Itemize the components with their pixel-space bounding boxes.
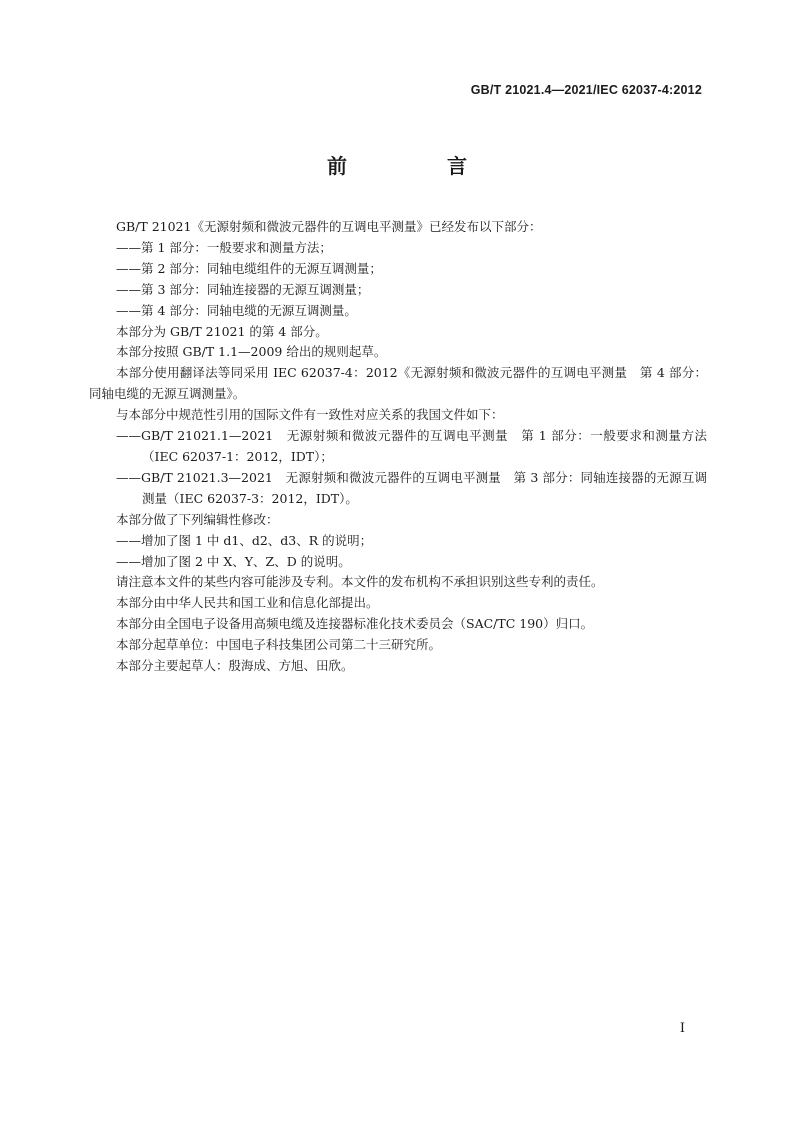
paragraph: 本部分做了下列编辑性修改：	[116, 511, 279, 527]
list-item: ——第 1 部分：一般要求和测量方法；	[116, 239, 332, 255]
list-item: ——增加了图 2 中 X、Y、Z、D 的说明。	[116, 553, 351, 569]
paragraph: 请注意本文件的某些内容可能涉及专利。本文件的发布机构不承担识别这些专利的责任。	[116, 574, 604, 590]
paragraph: 本部分起草单位：中国电子科技集团公司第二十三研究所。	[116, 637, 442, 653]
paragraph: 与本部分中规范性引用的国际文件有一致性对应关系的我国文件如下：	[116, 407, 504, 423]
list-item: ——增加了图 1 中 d1、d2、d3、R 的说明；	[116, 532, 373, 548]
standard-code: GB/T 21021.4—2021/IEC 62037-4:2012	[470, 83, 702, 97]
paragraph: 本部分为 GB/T 21021 的第 4 部分。	[116, 323, 328, 339]
foreword-body	[89, 217, 707, 677]
page-title: 前 言	[327, 154, 507, 178]
paragraph: 本部分由中华人民共和国工业和信息化部提出。	[116, 595, 379, 611]
list-item: ——第 2 部分：同轴电缆组件的无源互调测量；	[116, 260, 382, 276]
list-item: ——GB/T 21021.3—2021 无源射频和微波元器件的互调电平测量 第 3 部分：同轴连接器的无源互调测量（IEC 62037-3：2012，IDT）。	[116, 469, 707, 506]
paragraph: 本部分按照 GB/T 1.1—2009 给出的规则起草。	[116, 344, 387, 360]
paragraph: 本部分使用翻译法等同采用 IEC 62037-4：2012《无源射频和微波元器件的互调电平测量 第 4 部分：同轴电缆的无源互调测量》。	[89, 365, 707, 402]
list-item: ——GB/T 21021.1—2021 无源射频和微波元器件的互调电平测量 第 1 部分：一般要求和测量方法（IEC 62037-1：2012，IDT）；	[116, 428, 707, 464]
paragraph: 本部分主要起草人：殷海成、方旭、田欣。	[116, 658, 354, 674]
list-item: ——第 4 部分：同轴电缆的无源互调测量。	[116, 302, 357, 318]
paragraph: 本部分由全国电子设备用高频电缆及连接器标准化技术委员会（SAC/TC 190）归口。	[116, 616, 594, 632]
list-item: ——第 3 部分：同轴连接器的无源互调测量；	[116, 281, 370, 297]
paragraph: GB/T 21021《无源射频和微波元器件的互调电平测量》已经发布以下部分：	[116, 219, 542, 234]
page-number: I	[679, 1021, 685, 1036]
